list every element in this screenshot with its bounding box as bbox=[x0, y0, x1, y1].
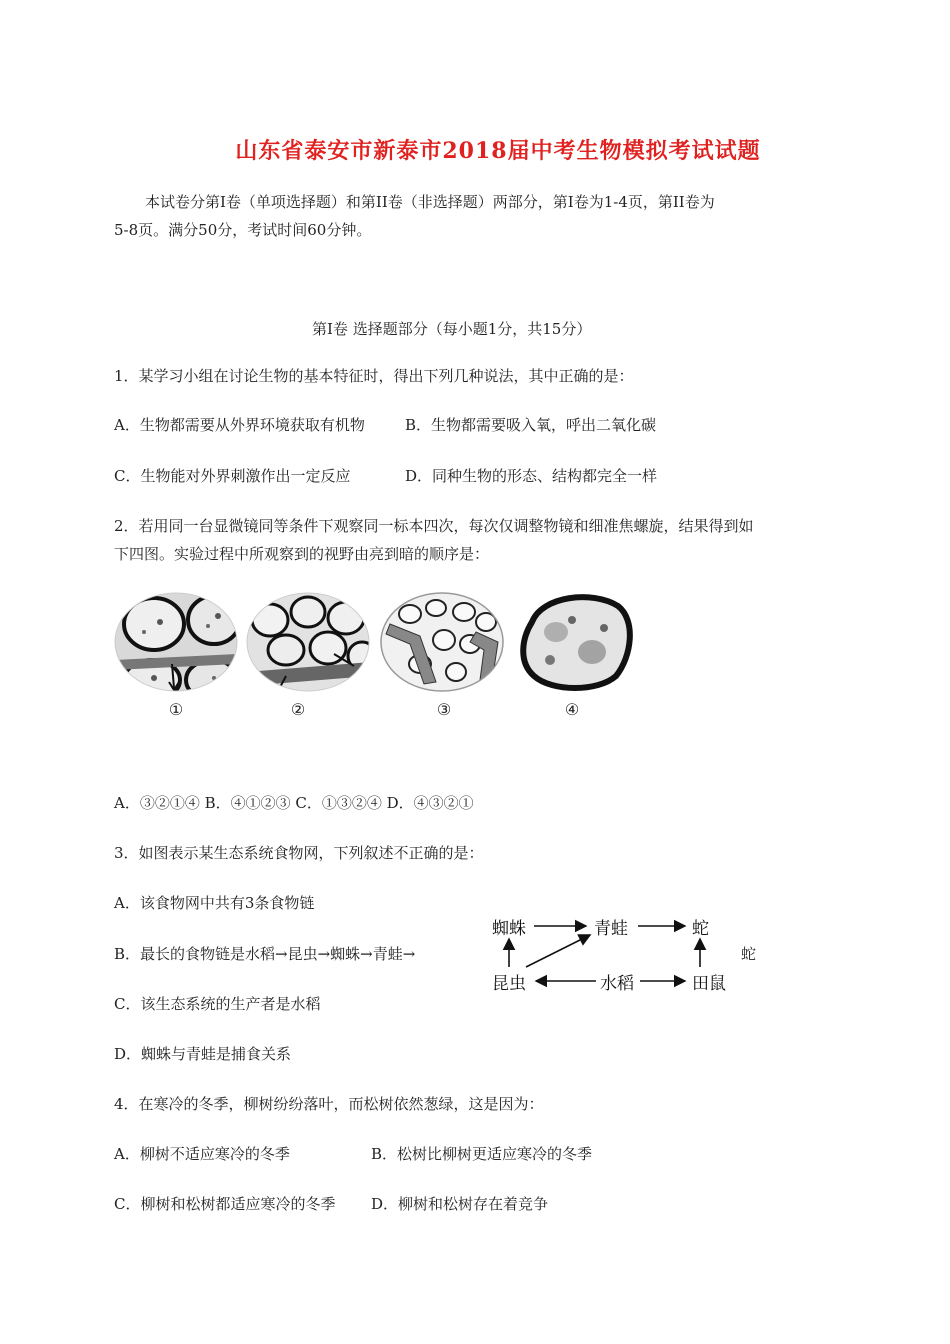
node-frog: 青蛙 bbox=[594, 919, 628, 939]
q4-option-c: C．柳树和松树都适应寒冷的冬季 bbox=[114, 1195, 336, 1213]
node-spider: 蜘蛛 bbox=[492, 919, 526, 939]
q3-stem: 3．如图表示某生态系统食物网，下列叙述不正确的是： bbox=[114, 844, 484, 862]
section-title: 第I卷 选择题部分（每小题1分，共15分） bbox=[312, 320, 592, 338]
figure-label-2: ② bbox=[290, 700, 306, 719]
q1-option-d: D．同种生物的形态、结构都完全一样 bbox=[405, 467, 658, 485]
q3-option-b-tail: 蛇 bbox=[741, 945, 757, 963]
figure-label-3: ③ bbox=[436, 700, 452, 719]
q3-option-a: A．该食物网中共有3条食物链 bbox=[114, 894, 315, 912]
node-mouse: 田鼠 bbox=[692, 974, 726, 994]
document-title: 山东省泰安市新泰市2018届中考生物模拟考试试题 bbox=[235, 138, 761, 164]
microscope-view-1 bbox=[114, 592, 238, 692]
q3-option-c: C．该生态系统的生产者是水稻 bbox=[114, 995, 321, 1013]
q1-option-a: A．生物都需要从外界环境获取有机物 bbox=[114, 416, 365, 434]
q2-options: A．③②①④ B．④①②③ C．①③②④ D．④③②① bbox=[114, 794, 474, 812]
node-snake: 蛇 bbox=[692, 919, 709, 939]
q2-stem-line-2: 下四图。实验过程中所观察到的视野由亮到暗的顺序是： bbox=[114, 545, 490, 563]
q4-option-b: B．松树比柳树更适应寒冷的冬季 bbox=[371, 1145, 593, 1163]
microscope-view-2 bbox=[246, 592, 370, 692]
food-web-diagram bbox=[478, 905, 768, 1005]
intro-line-1: 本试卷分第I卷（单项选择题）和第II卷（非选择题）两部分，第I卷为1-4页，第II卷为 bbox=[145, 193, 715, 211]
microscope-view-4 bbox=[512, 592, 636, 692]
node-insect: 昆虫 bbox=[492, 974, 526, 994]
microscope-view-3 bbox=[380, 592, 504, 692]
q1-stem: 1．某学习小组在讨论生物的基本特征时，得出下列几种说法，其中正确的是： bbox=[114, 367, 634, 385]
q2-stem-line-1: 2．若用同一台显微镜同等条件下观察同一标本四次，每次仅调整物镜和细准焦螺旋，结果得到如 bbox=[114, 517, 754, 535]
figure-label-4: ④ bbox=[564, 700, 580, 719]
figure-label-1: ① bbox=[168, 700, 184, 719]
q4-stem: 4．在寒冷的冬季，柳树纷纷落叶，而松树依然葱绿，这是因为： bbox=[114, 1095, 544, 1113]
q4-option-a: A．柳树不适应寒冷的冬季 bbox=[114, 1145, 290, 1163]
q1-option-c: C．生物能对外界刺激作出一定反应 bbox=[114, 467, 351, 485]
node-rice: 水稻 bbox=[600, 974, 634, 994]
q3-option-d: D．蜘蛛与青蛙是捕食关系 bbox=[114, 1045, 292, 1063]
q3-option-b: B．最长的食物链是水稻→昆虫→蜘蛛→青蛙→ bbox=[114, 945, 416, 963]
intro-line-2: 5-8页。满分50分，考试时间60分钟。 bbox=[114, 221, 372, 239]
q1-option-b: B．生物都需要吸入氧，呼出二氧化碳 bbox=[405, 416, 657, 434]
q4-option-d: D．柳树和松树存在着竞争 bbox=[371, 1195, 549, 1213]
